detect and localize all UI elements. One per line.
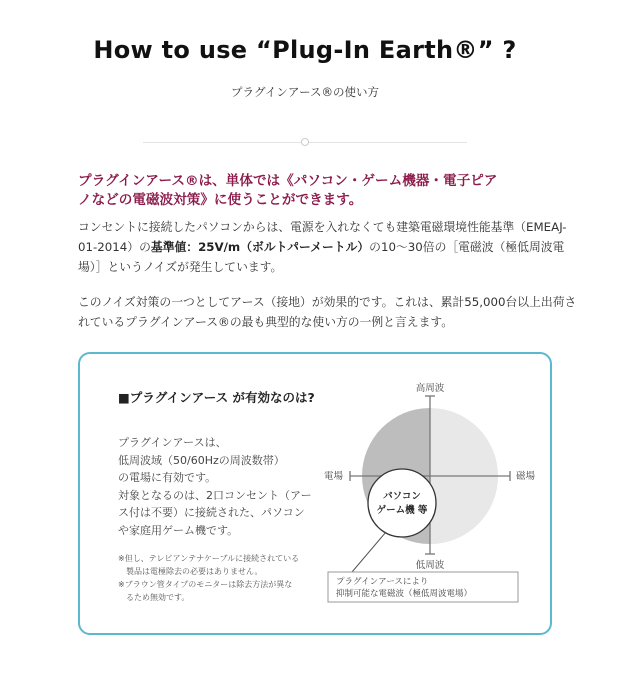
panel-note-line: ※ブラウン管タイプのモニターは除去方法が異な [118, 580, 293, 589]
label-magnetic-field: 磁場 [516, 471, 536, 482]
panel-desc-line: や家庭用ゲーム機です。 [118, 523, 239, 537]
center-label-pc: パソコン [383, 491, 421, 502]
panel-desc-line: プラグインアースは、 [118, 436, 227, 449]
callout-text-2: 抑制可能な電磁波（極低周波電場） [336, 589, 473, 599]
frequency-field-diagram [80, 354, 550, 633]
label-low-frequency: 低周波 [415, 560, 445, 571]
divider-dot-icon [301, 138, 309, 146]
panel-heading: ■プラグインアース が有効なのは? [118, 390, 315, 405]
para1-standard-value: 基準値：25V/m（ボルトパーメートル） [150, 240, 370, 254]
para1-text-b: の10～30倍の［電磁波（極低周波電場）］というノイズが発生しています。 [78, 240, 565, 274]
center-label-game: ゲーム機 等 [376, 505, 428, 516]
lead-line-1: プラグインアース®は、単体では《パソコン・ゲーム機器・電子ピア [78, 173, 498, 189]
label-high-frequency: 高周波 [415, 383, 445, 394]
para1-text-a: コンセントに接続したパソコンからは、電源を入れなくても建築電磁環境性能基準（EMEAJ-01-2014）の [78, 220, 567, 254]
callout-text-1: プラグインアースにより [336, 577, 429, 587]
intro-paragraph-2: このノイズ対策の一つとしてアース（接地）が効果的です。これは、累計55,000台以上出荷されているプラグインアース®の最も典型的な使い方の一例と言えます。 [78, 295, 577, 329]
panel-note-line: ※但し、テレビアンテナケーブルに接続されている [118, 554, 300, 563]
panel-desc-line: 低周波域（50/60Hzの周波数帯） [118, 453, 285, 467]
callout-line [352, 532, 386, 572]
panel-desc-line: の電場に有効です。 [118, 471, 217, 484]
info-panel [78, 352, 552, 635]
page-subtitle: プラグインアース®の使い方 [230, 85, 379, 99]
panel-note-line: 製品は電極除去の必要はありません。 [118, 567, 263, 576]
lead-line-2: ノなどの電磁波対策》に使うことができます。 [78, 192, 363, 208]
panel-desc-line: 対象となるのは、2口コンセント（アー [118, 488, 312, 502]
label-electric-field: 電場 [323, 471, 343, 482]
lead-heading [78, 172, 578, 210]
intro-paragraph-1 [78, 217, 578, 277]
panel-note-line: るため無効です。 [118, 593, 190, 602]
panel-desc-line: ス付は不要）に接続された、パソコン [118, 506, 305, 519]
quadrant-lower-right [430, 476, 498, 544]
page-title: How to use “Plug-In Earth®” ? [93, 36, 517, 64]
target-circle [368, 469, 436, 537]
